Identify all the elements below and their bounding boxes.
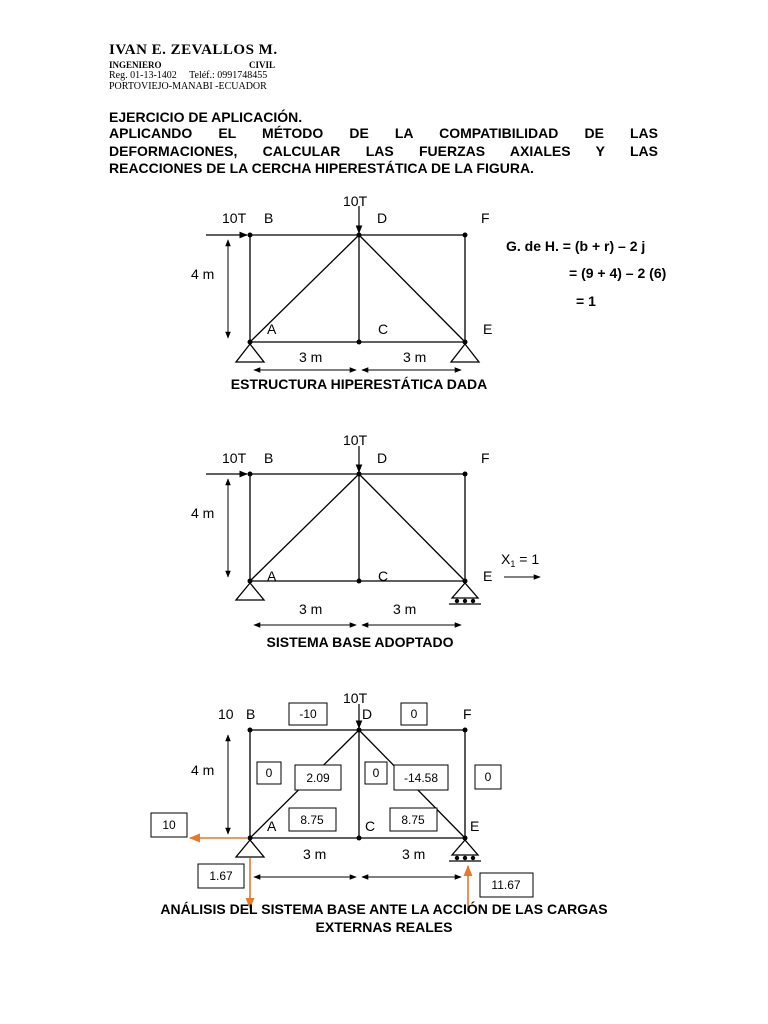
profession-title: INGENIERO	[109, 60, 162, 70]
profession-field: CIVIL	[248, 60, 275, 70]
unit-load-symbol: X	[501, 551, 511, 567]
pin-support-e	[451, 344, 479, 362]
statement-line: DEFORMACIONES, CALCULAR LAS FUERZAS AXIALES Y LAS	[109, 142, 658, 159]
reaction-a-vertical: 1.67	[209, 869, 233, 883]
member-ad	[250, 474, 359, 581]
joint-c	[357, 340, 362, 345]
figure-given-structure	[191, 193, 666, 392]
force-ce: 8.75	[401, 813, 425, 827]
force-df: 0	[410, 707, 418, 721]
indeterminacy-formula: G. de H. = (b + r) – 2 j	[506, 238, 646, 254]
pin-support-a	[236, 344, 264, 362]
figure1-caption: ESTRUCTURA HIPERESTÁTICA DADA	[230, 376, 488, 392]
joint-f	[463, 728, 468, 733]
joint-d	[357, 472, 362, 477]
member-de	[359, 474, 465, 581]
roller-support-e	[449, 583, 481, 604]
indeterminacy-substitution: = (9 + 4) – 2 (6)	[569, 265, 667, 281]
unit-load-subscript: 1	[510, 559, 516, 569]
force-ef: 0	[484, 770, 492, 784]
node-label-a: A	[267, 818, 277, 834]
span-label-right: 3 m	[393, 601, 417, 617]
node-label-e: E	[470, 818, 480, 834]
height-label: 4 m	[191, 505, 215, 521]
joint-f	[463, 472, 468, 477]
joint-b	[248, 233, 253, 238]
node-label-d: D	[377, 450, 388, 466]
load-label-left: 10T	[222, 210, 247, 226]
truss-joints	[248, 233, 468, 345]
node-label-a: A	[267, 568, 277, 584]
joint-b	[248, 472, 253, 477]
load-label-top: 10T	[343, 690, 368, 706]
node-label-d: D	[377, 210, 388, 226]
reaction-e-vertical: 11.67	[491, 878, 521, 892]
unit-load-label	[501, 551, 539, 569]
roller-support-e	[449, 840, 481, 861]
statement-line: REACCIONES DE LA CERCHA HIPERESTÁTICA DE LA FIGURA.	[109, 160, 534, 176]
pin-support-a	[236, 583, 264, 600]
figure3-caption-line1: ANÁLISIS DEL SISTEMA BASE ANTE LA ACCIÓN DE LAS CARGAS	[160, 901, 608, 917]
joint-d	[357, 728, 362, 733]
span-label-left: 3 m	[299, 601, 323, 617]
node-label-f: F	[463, 706, 472, 722]
exercise-title: EJERCICIO DE APLICACIÓN.	[109, 109, 303, 125]
node-label-a: A	[267, 321, 277, 337]
force-cd: 0	[372, 766, 380, 780]
figure-base-system-analysis	[151, 690, 608, 935]
truss-members	[250, 474, 465, 581]
truss-joints	[248, 472, 468, 584]
truss-members	[250, 235, 465, 342]
phone-number: Teléf.: 0991748455	[189, 70, 268, 81]
node-label-f: F	[481, 210, 490, 226]
node-label-e: E	[483, 321, 493, 337]
indeterminacy-result: = 1	[576, 293, 596, 309]
height-label: 4 m	[191, 762, 215, 778]
force-bd: -10	[299, 707, 317, 721]
unit-load-value: = 1	[515, 551, 540, 567]
registration-number: Reg. 01-13-1402	[109, 70, 177, 81]
node-label-e: E	[483, 568, 493, 584]
load-label-top: 10T	[343, 432, 368, 448]
node-label-c: C	[378, 321, 389, 337]
joint-c	[357, 579, 362, 584]
author-name: IVAN E. ZEVALLOS M.	[109, 42, 278, 58]
force-de: -14.58	[403, 771, 439, 785]
figure2-caption: SISTEMA BASE ADOPTADO	[266, 634, 454, 650]
node-label-b: B	[264, 450, 274, 466]
node-label-b: B	[264, 210, 274, 226]
load-label-left: 10	[218, 706, 234, 722]
node-label-c: C	[378, 568, 389, 584]
joint-d	[357, 233, 362, 238]
statement-line: APLICANDO EL MÉTODO DE LA COMPATIBILIDAD DE LAS	[109, 125, 658, 141]
span-label-left: 3 m	[303, 846, 327, 862]
load-label-left: 10T	[222, 450, 247, 466]
span-label-left: 3 m	[299, 349, 323, 365]
figure-base-system	[191, 432, 540, 650]
joint-f	[463, 233, 468, 238]
pin-support-a	[236, 840, 264, 857]
force-ac: 8.75	[300, 813, 324, 827]
member-de	[359, 235, 465, 342]
city-line: PORTOVIEJO-MANABI -ECUADOR	[109, 81, 267, 92]
height-label: 4 m	[191, 266, 215, 282]
node-label-b: B	[246, 706, 256, 722]
joint-b	[248, 728, 253, 733]
joint-c	[357, 836, 362, 841]
node-label-d: D	[362, 706, 373, 722]
span-label-right: 3 m	[402, 846, 426, 862]
force-ad: 2.09	[306, 771, 330, 785]
force-ab: 0	[265, 766, 273, 780]
load-label-top: 10T	[343, 193, 368, 209]
reaction-a-horizontal: 10	[162, 818, 176, 832]
figure3-caption-line2: EXTERNAS REALES	[315, 919, 453, 935]
node-label-f: F	[481, 450, 490, 466]
span-label-right: 3 m	[403, 349, 427, 365]
node-label-c: C	[365, 818, 376, 834]
